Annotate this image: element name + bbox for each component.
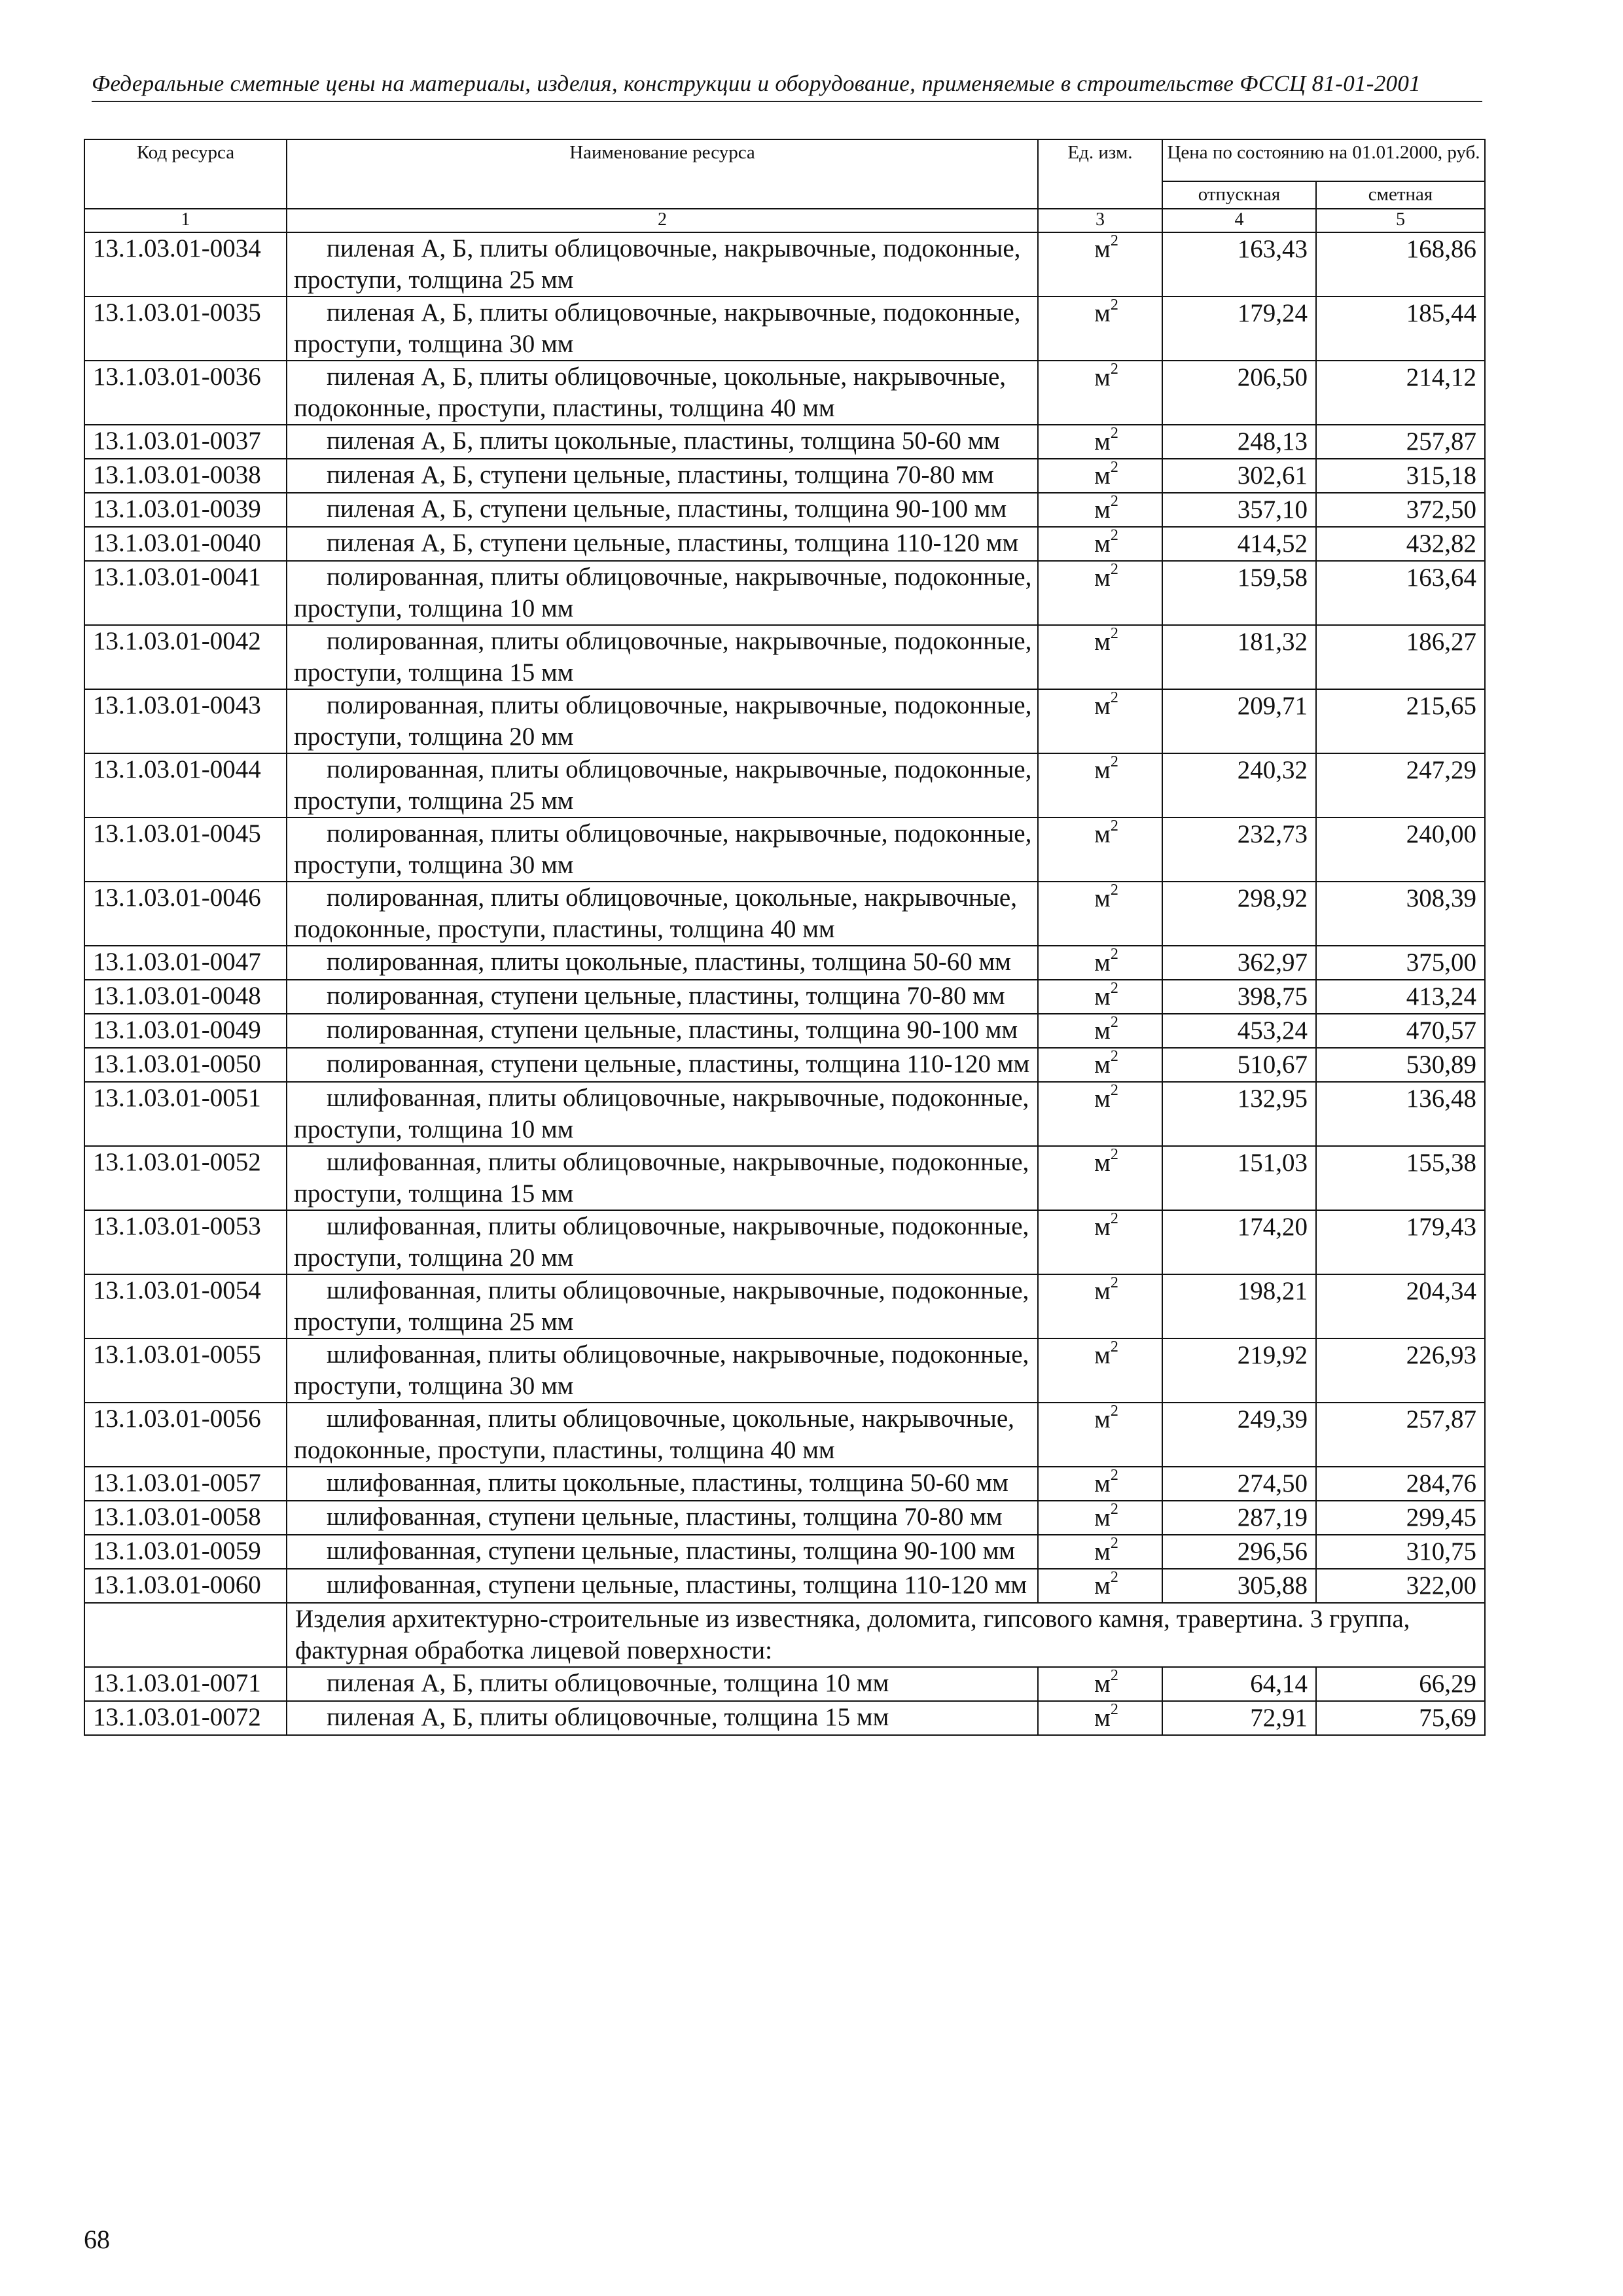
price-release: 305,88 bbox=[1162, 1569, 1316, 1603]
price-release: 298,92 bbox=[1162, 882, 1316, 946]
column-number-row bbox=[84, 209, 1485, 232]
unit-base: м bbox=[1094, 628, 1111, 656]
header-price-estimate: сметная bbox=[1316, 181, 1485, 209]
unit-exponent: 2 bbox=[1110, 459, 1118, 476]
unit bbox=[1038, 689, 1162, 753]
price-estimate: 470,57 bbox=[1316, 1014, 1485, 1048]
table-row bbox=[84, 1014, 1485, 1048]
price-estimate: 214,12 bbox=[1316, 361, 1485, 425]
unit-exponent: 2 bbox=[1110, 946, 1118, 963]
unit bbox=[1038, 980, 1162, 1014]
column-number: 2 bbox=[287, 209, 1038, 232]
unit bbox=[1038, 493, 1162, 527]
unit-base: м bbox=[1094, 495, 1111, 524]
price-estimate: 247,29 bbox=[1316, 753, 1485, 817]
table-row bbox=[84, 361, 1485, 425]
unit-base: м bbox=[1094, 1149, 1111, 1177]
unit-base: м bbox=[1094, 1341, 1111, 1369]
section-heading-row bbox=[84, 1603, 1485, 1667]
table-row bbox=[84, 1048, 1485, 1082]
resource-name bbox=[287, 1210, 1038, 1274]
resource-code: 13.1.03.01-0038 bbox=[84, 459, 287, 493]
unit bbox=[1038, 1467, 1162, 1501]
resource-name-text: пиленая А, Б, плиты облицовочные, накрывочные, подоконные, проступи, толщина 30 мм bbox=[294, 298, 1021, 358]
unit bbox=[1038, 817, 1162, 882]
resource-code: 13.1.03.01-0054 bbox=[84, 1274, 287, 1338]
resource-code: 13.1.03.01-0041 bbox=[84, 561, 287, 625]
unit-base: м bbox=[1094, 1405, 1111, 1433]
unit bbox=[1038, 1403, 1162, 1467]
unit-base: м bbox=[1094, 564, 1111, 592]
resource-name bbox=[287, 1403, 1038, 1467]
unit bbox=[1038, 753, 1162, 817]
header-unit: Ед. изм. bbox=[1038, 139, 1162, 209]
price-release: 174,20 bbox=[1162, 1210, 1316, 1274]
resource-code: 13.1.03.01-0053 bbox=[84, 1210, 287, 1274]
unit-exponent: 2 bbox=[1110, 296, 1118, 314]
price-estimate: 226,93 bbox=[1316, 1338, 1485, 1403]
resource-name bbox=[287, 1535, 1038, 1569]
header-code: Код ресурса bbox=[84, 139, 287, 209]
resource-name bbox=[287, 361, 1038, 425]
unit bbox=[1038, 1082, 1162, 1146]
resource-code: 13.1.03.01-0043 bbox=[84, 689, 287, 753]
resource-code: 13.1.03.01-0051 bbox=[84, 1082, 287, 1146]
unit-exponent: 2 bbox=[1110, 980, 1118, 997]
resource-name-text: полированная, плиты облицовочные, накрывочные, подоконные, проступи, толщина 10 мм bbox=[294, 563, 1032, 622]
unit bbox=[1038, 425, 1162, 459]
table-row bbox=[84, 1467, 1485, 1501]
resource-name-text: полированная, плиты облицовочные, накрывочные, подоконные, проступи, толщина 20 мм bbox=[294, 691, 1032, 751]
unit-base: м bbox=[1094, 884, 1111, 912]
unit-base: м bbox=[1094, 756, 1111, 784]
unit-base: м bbox=[1094, 1704, 1111, 1732]
price-estimate: 186,27 bbox=[1316, 625, 1485, 689]
resource-code: 13.1.03.01-0037 bbox=[84, 425, 287, 459]
unit-base: м bbox=[1094, 1050, 1111, 1079]
unit-exponent: 2 bbox=[1110, 1048, 1118, 1065]
price-release: 287,19 bbox=[1162, 1501, 1316, 1535]
unit bbox=[1038, 1014, 1162, 1048]
price-release: 398,75 bbox=[1162, 980, 1316, 1014]
table-row bbox=[84, 625, 1485, 689]
unit bbox=[1038, 1048, 1162, 1082]
table-body-after bbox=[84, 1667, 1485, 1735]
resource-name bbox=[287, 1274, 1038, 1338]
resource-code: 13.1.03.01-0042 bbox=[84, 625, 287, 689]
resource-code: 13.1.03.01-0039 bbox=[84, 493, 287, 527]
price-release: 240,32 bbox=[1162, 753, 1316, 817]
table-row bbox=[84, 527, 1485, 561]
unit-base: м bbox=[1094, 948, 1111, 977]
price-release: 362,97 bbox=[1162, 946, 1316, 980]
resource-code: 13.1.03.01-0055 bbox=[84, 1338, 287, 1403]
unit-exponent: 2 bbox=[1110, 1667, 1118, 1684]
resource-code: 13.1.03.01-0056 bbox=[84, 1403, 287, 1467]
resource-name bbox=[287, 296, 1038, 361]
unit-base: м bbox=[1094, 1670, 1111, 1698]
price-release: 219,92 bbox=[1162, 1338, 1316, 1403]
price-release: 163,43 bbox=[1162, 232, 1316, 296]
section-heading: Изделия архитектурно-строительные из известняка, доломита, гипсового камня, травертина. 3 группа, фактурная обработка лицевой поверхности: bbox=[287, 1603, 1485, 1667]
price-estimate: 155,38 bbox=[1316, 1146, 1485, 1210]
price-release: 72,91 bbox=[1162, 1701, 1316, 1735]
unit bbox=[1038, 1210, 1162, 1274]
table-row bbox=[84, 980, 1485, 1014]
resource-name-text: полированная, плиты цокольные, пластины, толщина 50-60 мм bbox=[327, 948, 1011, 976]
price-estimate: 240,00 bbox=[1316, 817, 1485, 882]
unit-base: м bbox=[1094, 235, 1111, 263]
resource-name bbox=[287, 625, 1038, 689]
unit-exponent: 2 bbox=[1110, 1210, 1118, 1227]
header-price-release: отпускная bbox=[1162, 181, 1316, 209]
unit-exponent: 2 bbox=[1110, 1014, 1118, 1031]
resource-name bbox=[287, 1146, 1038, 1210]
resource-name-text: шлифованная, ступени цельные, пластины, толщина 110-120 мм bbox=[327, 1571, 1027, 1599]
resource-name-text: пиленая А, Б, плиты цокольные, пластины, толщина 50-60 мм bbox=[327, 427, 1000, 455]
header-price-group: Цена по состоянию на 01.01.2000, руб. bbox=[1162, 139, 1485, 181]
resource-name bbox=[287, 882, 1038, 946]
price-estimate: 530,89 bbox=[1316, 1048, 1485, 1082]
resource-code: 13.1.03.01-0036 bbox=[84, 361, 287, 425]
resource-name-text: шлифованная, плиты облицовочные, накрывочные, подоконные, проступи, толщина 15 мм bbox=[294, 1148, 1029, 1208]
table-row bbox=[84, 1082, 1485, 1146]
unit bbox=[1038, 1535, 1162, 1569]
table-row bbox=[84, 1338, 1485, 1403]
unit-exponent: 2 bbox=[1110, 232, 1118, 249]
column-number: 1 bbox=[84, 209, 287, 232]
price-release: 209,71 bbox=[1162, 689, 1316, 753]
unit bbox=[1038, 1667, 1162, 1701]
price-release: 249,39 bbox=[1162, 1403, 1316, 1467]
resource-code: 13.1.03.01-0045 bbox=[84, 817, 287, 882]
unit bbox=[1038, 459, 1162, 493]
resource-name-text: пиленая А, Б, ступени цельные, пластины, толщина 110-120 мм bbox=[327, 529, 1019, 557]
table-row bbox=[84, 1569, 1485, 1603]
table-row bbox=[84, 425, 1485, 459]
price-release: 132,95 bbox=[1162, 1082, 1316, 1146]
table-row bbox=[84, 946, 1485, 980]
resource-name-text: полированная, плиты облицовочные, накрывочные, подоконные, проступи, толщина 25 мм bbox=[294, 755, 1032, 815]
resource-name bbox=[287, 1701, 1038, 1735]
unit-exponent: 2 bbox=[1110, 753, 1118, 770]
resource-name bbox=[287, 232, 1038, 296]
unit-base: м bbox=[1094, 461, 1111, 490]
resource-name bbox=[287, 1048, 1038, 1082]
unit-exponent: 2 bbox=[1110, 425, 1118, 442]
unit bbox=[1038, 1146, 1162, 1210]
price-release: 179,24 bbox=[1162, 296, 1316, 361]
table-row bbox=[84, 753, 1485, 817]
column-number: 3 bbox=[1038, 209, 1162, 232]
price-estimate: 372,50 bbox=[1316, 493, 1485, 527]
unit-exponent: 2 bbox=[1110, 1146, 1118, 1163]
table-row bbox=[84, 232, 1485, 296]
price-estimate: 322,00 bbox=[1316, 1569, 1485, 1603]
unit-base: м bbox=[1094, 299, 1111, 327]
resource-code: 13.1.03.01-0046 bbox=[84, 882, 287, 946]
table-row bbox=[84, 1667, 1485, 1701]
resource-name bbox=[287, 753, 1038, 817]
price-estimate: 308,39 bbox=[1316, 882, 1485, 946]
table-row bbox=[84, 1274, 1485, 1338]
price-release: 232,73 bbox=[1162, 817, 1316, 882]
resource-code: 13.1.03.01-0059 bbox=[84, 1535, 287, 1569]
resource-name-text: полированная, ступени цельные, пластины, толщина 70-80 мм bbox=[327, 982, 1005, 1010]
unit bbox=[1038, 882, 1162, 946]
resource-name-text: шлифованная, плиты цокольные, пластины, толщина 50-60 мм bbox=[327, 1469, 1008, 1497]
price-estimate: 66,29 bbox=[1316, 1667, 1485, 1701]
table-row bbox=[84, 1535, 1485, 1569]
price-release: 274,50 bbox=[1162, 1467, 1316, 1501]
unit-base: м bbox=[1094, 1277, 1111, 1305]
price-release: 453,24 bbox=[1162, 1014, 1316, 1048]
unit-base: м bbox=[1094, 1469, 1111, 1498]
resource-name bbox=[287, 1667, 1038, 1701]
unit-exponent: 2 bbox=[1110, 493, 1118, 510]
resource-name-text: полированная, плиты облицовочные, накрывочные, подоконные, проступи, толщина 15 мм bbox=[294, 627, 1032, 687]
price-release: 64,14 bbox=[1162, 1667, 1316, 1701]
unit-base: м bbox=[1094, 427, 1111, 456]
unit bbox=[1038, 296, 1162, 361]
resource-code: 13.1.03.01-0047 bbox=[84, 946, 287, 980]
price-estimate: 185,44 bbox=[1316, 296, 1485, 361]
resource-code: 13.1.03.01-0048 bbox=[84, 980, 287, 1014]
price-release: 296,56 bbox=[1162, 1535, 1316, 1569]
unit-base: м bbox=[1094, 1213, 1111, 1241]
price-estimate: 299,45 bbox=[1316, 1501, 1485, 1535]
price-estimate: 168,86 bbox=[1316, 232, 1485, 296]
column-number: 5 bbox=[1316, 209, 1485, 232]
unit-exponent: 2 bbox=[1110, 1338, 1118, 1355]
resource-name bbox=[287, 425, 1038, 459]
price-release: 151,03 bbox=[1162, 1146, 1316, 1210]
table-row bbox=[84, 459, 1485, 493]
unit bbox=[1038, 361, 1162, 425]
unit-exponent: 2 bbox=[1110, 1569, 1118, 1586]
price-estimate: 284,76 bbox=[1316, 1467, 1485, 1501]
price-estimate: 315,18 bbox=[1316, 459, 1485, 493]
price-estimate: 432,82 bbox=[1316, 527, 1485, 561]
unit-base: м bbox=[1094, 1085, 1111, 1113]
resource-code: 13.1.03.01-0044 bbox=[84, 753, 287, 817]
resource-name bbox=[287, 459, 1038, 493]
unit bbox=[1038, 561, 1162, 625]
unit-exponent: 2 bbox=[1110, 1701, 1118, 1718]
unit-base: м bbox=[1094, 982, 1111, 1011]
unit-exponent: 2 bbox=[1110, 689, 1118, 706]
resource-name bbox=[287, 689, 1038, 753]
resource-name bbox=[287, 1014, 1038, 1048]
unit-exponent: 2 bbox=[1110, 817, 1118, 834]
price-estimate: 163,64 bbox=[1316, 561, 1485, 625]
unit-base: м bbox=[1094, 529, 1111, 558]
price-release: 510,67 bbox=[1162, 1048, 1316, 1082]
resource-code: 13.1.03.01-0049 bbox=[84, 1014, 287, 1048]
resource-name-text: полированная, плиты облицовочные, накрывочные, подоконные, проступи, толщина 30 мм bbox=[294, 819, 1032, 879]
unit bbox=[1038, 1274, 1162, 1338]
resource-name-text: пиленая А, Б, плиты облицовочные, цокольные, накрывочные, подоконные, проступи, пластины, толщина 40 мм bbox=[294, 363, 1007, 422]
unit-exponent: 2 bbox=[1110, 361, 1118, 378]
resource-name-text: шлифованная, ступени цельные, пластины, толщина 70-80 мм bbox=[327, 1503, 1003, 1531]
page-number: 68 bbox=[84, 2225, 110, 2254]
running-header: Федеральные сметные цены на материалы, изделия, конструкции и оборудование, применяемые в строительстве ФССЦ 81-01-2001 bbox=[92, 71, 1482, 102]
section-body bbox=[84, 1603, 1485, 1667]
resource-name-text: пиленая А, Б, плиты облицовочные, толщина 10 мм bbox=[327, 1669, 889, 1697]
resource-code: 13.1.03.01-0035 bbox=[84, 296, 287, 361]
resource-name bbox=[287, 980, 1038, 1014]
resource-code: 13.1.03.01-0058 bbox=[84, 1501, 287, 1535]
unit-exponent: 2 bbox=[1110, 1467, 1118, 1484]
unit bbox=[1038, 1501, 1162, 1535]
resource-name bbox=[287, 1467, 1038, 1501]
table-row bbox=[84, 1501, 1485, 1535]
resource-code: 13.1.03.01-0040 bbox=[84, 527, 287, 561]
table-row bbox=[84, 1146, 1485, 1210]
resource-code: 13.1.03.01-0071 bbox=[84, 1667, 287, 1701]
table-row bbox=[84, 882, 1485, 946]
table-body bbox=[84, 232, 1485, 1603]
unit bbox=[1038, 527, 1162, 561]
unit-base: м bbox=[1094, 692, 1111, 720]
resource-name-text: полированная, ступени цельные, пластины, толщина 90-100 мм bbox=[327, 1016, 1018, 1044]
price-estimate: 136,48 bbox=[1316, 1082, 1485, 1146]
resource-name bbox=[287, 493, 1038, 527]
resource-name-text: шлифованная, плиты облицовочные, накрывочные, подоконные, проступи, толщина 30 мм bbox=[294, 1340, 1029, 1400]
resource-name-text: пиленая А, Б, ступени цельные, пластины, толщина 90-100 мм bbox=[327, 495, 1007, 523]
resource-name bbox=[287, 561, 1038, 625]
table-row bbox=[84, 689, 1485, 753]
unit bbox=[1038, 1338, 1162, 1403]
resource-name-text: пиленая А, Б, плиты облицовочные, толщина 15 мм bbox=[327, 1703, 889, 1731]
unit-base: м bbox=[1094, 1571, 1111, 1600]
table-row bbox=[84, 1403, 1485, 1467]
resource-name bbox=[287, 817, 1038, 882]
price-release: 414,52 bbox=[1162, 527, 1316, 561]
resource-name bbox=[287, 946, 1038, 980]
price-estimate: 413,24 bbox=[1316, 980, 1485, 1014]
resource-code: 13.1.03.01-0034 bbox=[84, 232, 287, 296]
resource-code: 13.1.03.01-0072 bbox=[84, 1701, 287, 1735]
price-estimate: 215,65 bbox=[1316, 689, 1485, 753]
resource-name-text: шлифованная, ступени цельные, пластины, толщина 90-100 мм bbox=[327, 1537, 1016, 1565]
unit bbox=[1038, 1569, 1162, 1603]
table-row bbox=[84, 296, 1485, 361]
price-release: 198,21 bbox=[1162, 1274, 1316, 1338]
price-estimate: 204,34 bbox=[1316, 1274, 1485, 1338]
price-release: 159,58 bbox=[1162, 561, 1316, 625]
unit bbox=[1038, 625, 1162, 689]
unit bbox=[1038, 232, 1162, 296]
resource-name bbox=[287, 527, 1038, 561]
resource-name bbox=[287, 1569, 1038, 1603]
resource-name-text: полированная, ступени цельные, пластины, толщина 110-120 мм bbox=[327, 1050, 1030, 1078]
unit bbox=[1038, 1701, 1162, 1735]
price-table bbox=[84, 139, 1486, 1736]
table-row bbox=[84, 1701, 1485, 1735]
price-release: 181,32 bbox=[1162, 625, 1316, 689]
price-estimate: 375,00 bbox=[1316, 946, 1485, 980]
unit-base: м bbox=[1094, 363, 1111, 391]
unit-base: м bbox=[1094, 820, 1111, 848]
price-release: 302,61 bbox=[1162, 459, 1316, 493]
price-release: 357,10 bbox=[1162, 493, 1316, 527]
table-row bbox=[84, 561, 1485, 625]
resource-code: 13.1.03.01-0052 bbox=[84, 1146, 287, 1210]
table-row bbox=[84, 493, 1485, 527]
resource-name-text: полированная, плиты облицовочные, цокольные, накрывочные, подоконные, проступи, пластины, толщина 40 мм bbox=[294, 884, 1017, 943]
unit-exponent: 2 bbox=[1110, 1535, 1118, 1552]
unit-exponent: 2 bbox=[1110, 1274, 1118, 1291]
resource-name bbox=[287, 1082, 1038, 1146]
price-estimate: 257,87 bbox=[1316, 425, 1485, 459]
resource-name-text: шлифованная, плиты облицовочные, цокольные, накрывочные, подоконные, проступи, пластины, толщина 40 мм bbox=[294, 1405, 1014, 1464]
price-release: 206,50 bbox=[1162, 361, 1316, 425]
resource-code: 13.1.03.01-0050 bbox=[84, 1048, 287, 1082]
price-estimate: 75,69 bbox=[1316, 1701, 1485, 1735]
unit-base: м bbox=[1094, 1016, 1111, 1045]
unit-exponent: 2 bbox=[1110, 527, 1118, 544]
price-release: 248,13 bbox=[1162, 425, 1316, 459]
resource-name-text: шлифованная, плиты облицовочные, накрывочные, подоконные, проступи, толщина 10 мм bbox=[294, 1084, 1029, 1143]
unit-base: м bbox=[1094, 1503, 1111, 1532]
header-name: Наименование ресурса bbox=[287, 139, 1038, 209]
table-row bbox=[84, 1210, 1485, 1274]
resource-name-text: пиленая А, Б, ступени цельные, пластины, толщина 70-80 мм bbox=[327, 461, 994, 489]
price-estimate: 179,43 bbox=[1316, 1210, 1485, 1274]
price-estimate: 257,87 bbox=[1316, 1403, 1485, 1467]
unit bbox=[1038, 946, 1162, 980]
resource-name-text: шлифованная, плиты облицовочные, накрывочные, подоконные, проступи, толщина 25 мм bbox=[294, 1276, 1029, 1336]
column-number: 4 bbox=[1162, 209, 1316, 232]
resource-code: 13.1.03.01-0060 bbox=[84, 1569, 287, 1603]
unit-base: м bbox=[1094, 1537, 1111, 1566]
unit-exponent: 2 bbox=[1110, 1403, 1118, 1420]
resource-name bbox=[287, 1338, 1038, 1403]
header-row bbox=[84, 139, 1485, 181]
unit-exponent: 2 bbox=[1110, 561, 1118, 578]
table-row bbox=[84, 817, 1485, 882]
resource-name-text: пиленая А, Б, плиты облицовочные, накрывочные, подоконные, проступи, толщина 25 мм bbox=[294, 234, 1021, 294]
unit-exponent: 2 bbox=[1110, 625, 1118, 642]
resource-name bbox=[287, 1501, 1038, 1535]
resource-name-text: шлифованная, плиты облицовочные, накрывочные, подоконные, проступи, толщина 20 мм bbox=[294, 1212, 1029, 1272]
unit-exponent: 2 bbox=[1110, 882, 1118, 899]
price-estimate: 310,75 bbox=[1316, 1535, 1485, 1569]
unit-exponent: 2 bbox=[1110, 1082, 1118, 1099]
unit-exponent: 2 bbox=[1110, 1501, 1118, 1518]
resource-code: 13.1.03.01-0057 bbox=[84, 1467, 287, 1501]
